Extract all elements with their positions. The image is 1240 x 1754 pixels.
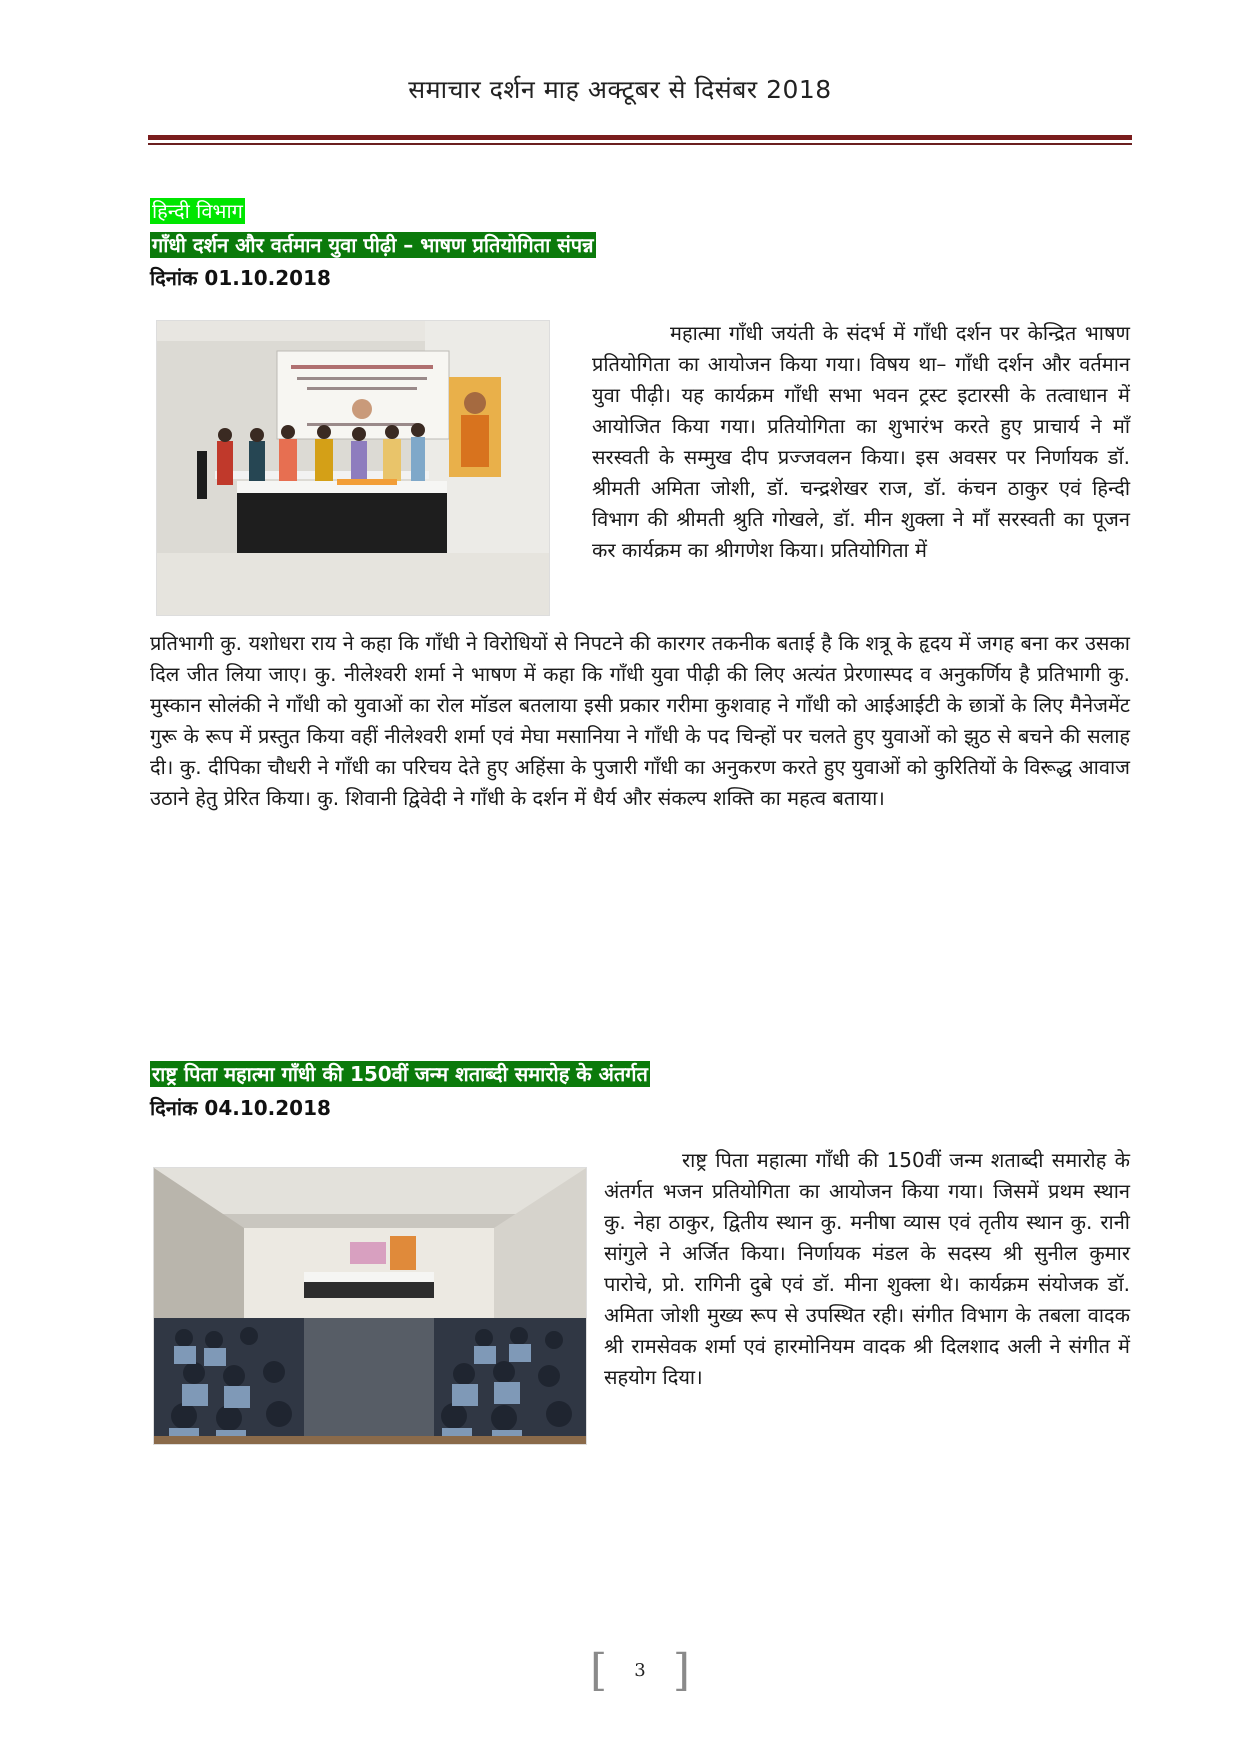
header-rule-thin [148, 143, 1132, 145]
page-number-box [590, 1645, 690, 1698]
department-label: हिन्दी विभाग [152, 199, 243, 223]
event-photo-bhajan-competition [153, 1167, 587, 1445]
bracket-right: ] [672, 1645, 690, 1696]
section-headline: गाँधी दर्शन और वर्तमान युवा पीढ़ी – भाषण प्रतियोगिता संपन्न [152, 233, 594, 257]
page-number: 3 [634, 1660, 646, 1681]
header-rule [148, 135, 1132, 140]
bracket-left: [ [590, 1645, 608, 1696]
event-photo-speech-competition [156, 320, 550, 616]
article-body-bhajan: राष्ट्र पिता महात्मा गाँधी की 150वीं जन्म शताब्दी समारोह के अंतर्गत भजन प्रतियोगिता का आयोजन किया गया। जिसमें प्रथम स्थान कु. नेहा ठाकुर, द्वितीय स्थान कु. मनीषा व्यास एवं तृतीय स्थान कु. रानी सांगुले ने अर्जित किया। निर्णायक मंडल के सदस्य श्री सुनील कुमार पारोचे, प्रो. रागिनी दुबे एवं डॉ. मीना शुक्ला थे। कार्यक्रम संयोजक डॉ. अमिता जोशी मुख्य रूप से उपस्थित रही। संगीत विभाग के तबला वादक श्री रामसेवक शर्मा एवं हारमोनियम वादक श्री दिलशाद अली ने संगीत में सहयोग दिया। [604, 1148, 1130, 1389]
section-headline-bhajan: राष्ट्र पिता महात्मा गाँधी की 150वीं जन्म शताब्दी समारोह के अंतर्गत [152, 1062, 648, 1086]
article-body-side: महात्मा गाँधी जयंती के संदर्भ में गाँधी दर्शन पर केन्द्रित भाषण प्रतियोगिता का आयोजन किया गया। विषय था– गाँधी दर्शन और वर्तमान युवा पीढ़ी। यह कार्यक्रम गाँधी सभा भवन ट्रस्ट इटारसी के तत्वाधान में आयोजित किया गया। प्रतियोगिता का शुभारंभ करते हुए प्राचार्य ने माँ सरस्वती के सम्मुख दीप प्रज्जवलन किया। इस अवसर पर निर्णायक डॉ. श्रीमती अमिता जोशी, डॉ. चन्द्रशेखर राज, डॉ. कंचन ठाकुर एवं हिन्दी विभाग की श्रीमती श्रुति गोखले, डॉ. मीन शुक्ला ने माँ सरस्वती का पूजन कर कार्यक्रम का श्रीगणेश किया। प्रतियोगिता में [592, 321, 1131, 562]
event-date-bhajan: दिनांक 04.10.2018 [150, 1096, 331, 1120]
newsletter-title: समाचार दर्शन माह अक्टूबर से दिसंबर 2018 [408, 75, 832, 104]
event-date: दिनांक 01.10.2018 [150, 266, 331, 290]
article-body-full: प्रतिभागी कु. यशोधरा राय ने कहा कि गाँधी ने विरोधियों से निपटने की कारगर तकनीक बताई है कि शत्रू के हृदय में जगह बना कर उसका दिल जीत लिया जाए। कु. नीलेश्वरी शर्मा ने भाषण में कहा कि गाँधी युवा पीढ़ी की लिए अत्यंत प्रेरणास्पद व अनुकर्णिय है प्रतिभागी कु. मुस्कान सोलंकी ने गाँधी को युवाओं का रोल मॉडल बतलाया इसी प्रकार गरीमा कुशवाह ने गाँधी को आईआईटी के छात्रों के लिए मैनेजमेंट गुरू के रूप में प्रस्तुत किया वहीं नीलेश्वरी शर्मा एवं मेघा मसानिया ने गाँधी के पद चिन्हों पर चलते हुए युवाओं को झुठ से बचने की सलाह दी। कु. दीपिका चौधरी ने गाँधी का परिचय देते हुए अहिंसा के पुजारी गाँधी का अनुकरण करते हुए युवाओं को कुरितियों के विरूद्ध आवाज उठाने हेतु प्रेरित किया। कु. शिवानी द्विवेदी ने गाँधी के दर्शन में धैर्य और संकल्प शक्ति का महत्व बताया। [150, 631, 1130, 810]
